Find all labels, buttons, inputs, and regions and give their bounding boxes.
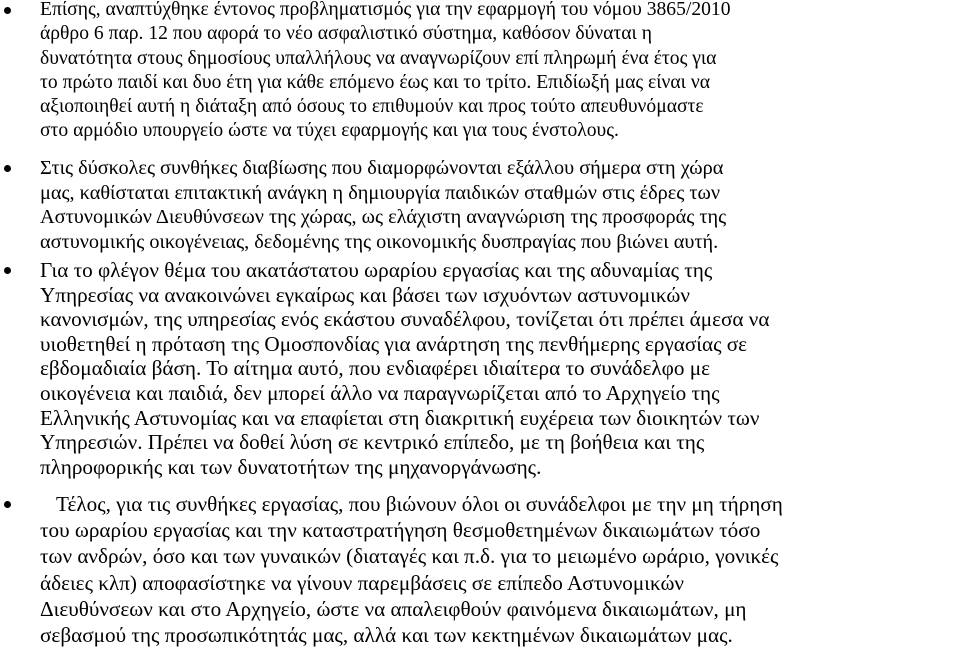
text-line: αξιοποιηθεί αυτή η διάταξη από όσους το επιθυμούν και προς τούτο απευθυνόμαστε xyxy=(40,96,704,118)
text-line: πληροφορικής και των δυνατοτήτων της μηχανοργάνωσης. xyxy=(40,454,542,479)
text-line: μας, καθίσταται επιτακτική ανάγκη η δημιουργία παιδικών σταθμών στις έδρες των xyxy=(40,181,721,204)
text-line: υιοθετηθεί η πρόταση της Ομοσπονδίας για ανάρτηση της πενθήμερης εργασίας σε xyxy=(40,331,748,356)
text-line: Υπηρεσίας να ανακοινώνει εγκαίρως και βάσει των ισχυόντων αστυνομικών xyxy=(40,282,690,307)
bullet-icon xyxy=(4,501,11,508)
text-line: άρθρο 6 παρ. 12 που αφορά το νέο ασφαλιστικό σύστημα, καθόσον δύναται η xyxy=(40,23,652,45)
text-line: Για το φλέγον θέμα του ακατάστατου ωραρίου εργασίας και της αδυναμίας της xyxy=(40,258,713,282)
bullet-paragraph xyxy=(0,0,737,144)
text-line: του ωραρίου εργασίας και την καταστρατήγηση θεσμοθετημένων δικαιωμάτων τόσο xyxy=(40,518,761,543)
text-line: Τέλος, για τις συνθήκες εργασίας, που βιώνουν όλοι οι συνάδελφοι με την μη τήρηση xyxy=(56,492,783,516)
text-line: στο αρμόδιο υπουργείο ώστε να τύχει εφαρμογής και για τους ένστολους. xyxy=(40,120,619,142)
text-line: εβδομαδιαία βάση. Το αίτημα αυτό, που ενδιαφέρει ιδιαίτερα το συνάδελφο με xyxy=(40,356,711,381)
text-line: δυνατότητα στους δημοσίους υπαλλήλους να αναγνωρίζουν επί πληρωμή ένα έτος για xyxy=(40,47,717,69)
text-line: άδειες κλπ) αποφασίστηκε να γίνουν παρεμβάσεις σε επίπεδο Αστυνομικών xyxy=(40,570,684,595)
text-line: Διευθύνσεων και στο Αρχηγείο, ώστε να απαλειφθούν φαινόμενα δικαιωμάτων, μη xyxy=(40,596,747,621)
text-line: οικογένεια και παιδιά, δεν μπορεί άλλο να παραγνωρίζεται από το Αρχηγείο της xyxy=(40,380,720,405)
bullet-icon xyxy=(4,7,11,14)
text-line: αστυνομικής οικογένειας, δεδομένης της οικονομικής δυσπραγίας που βιώνει αυτή. xyxy=(40,230,719,253)
text-line: Επίσης, αναπτύχθηκε έντονος προβληματισμός για την εφαρμογή του νόμου 3865/2010 xyxy=(40,0,731,20)
bullet-icon xyxy=(4,165,11,172)
text-line: Στις δύσκολες συνθήκες διαβίωσης που διαμορφώνονται εξάλλου σήμερα στη χώρα xyxy=(40,157,724,179)
bullet-paragraph xyxy=(0,491,789,648)
text-line: Ελληνικής Αστυνομίας και να επαφίεται στη διακριτική ευχέρεια των διοικητών των xyxy=(40,405,760,430)
bullet-paragraph xyxy=(0,156,732,254)
text-line: κανονισμών, της υπηρεσίας ενός εκάστου συναδέλφου, τονίζεται ότι πρέπει άμεσα να xyxy=(40,307,770,332)
text-line: Υπηρεσιών. Πρέπει να δοθεί λύση σε κεντρικό επίπεδο, με τη βοήθεια και της xyxy=(40,430,705,455)
text-line: των ανδρών, όσο και των γυναικών (διαταγές και π.δ. για το μειωμένο ωράριο, γονικές xyxy=(40,544,779,569)
bullet-paragraph xyxy=(0,258,775,479)
text-line: το πρώτο παιδί και δυο έτη για κάθε επόμενο έως και το τρίτο. Επιδίωξή μας είναι να xyxy=(40,71,710,93)
text-line: Αστυνομικών Διευθύνσεων της χώρας, ως ελάχιστη αναγνώριση της προσφοράς της xyxy=(40,206,727,228)
bullet-icon xyxy=(4,267,11,274)
text-line: σεβασμού της προσωπικότητάς μας, αλλά και των κεκτημένων δικαιωμάτων μας. xyxy=(40,623,733,648)
